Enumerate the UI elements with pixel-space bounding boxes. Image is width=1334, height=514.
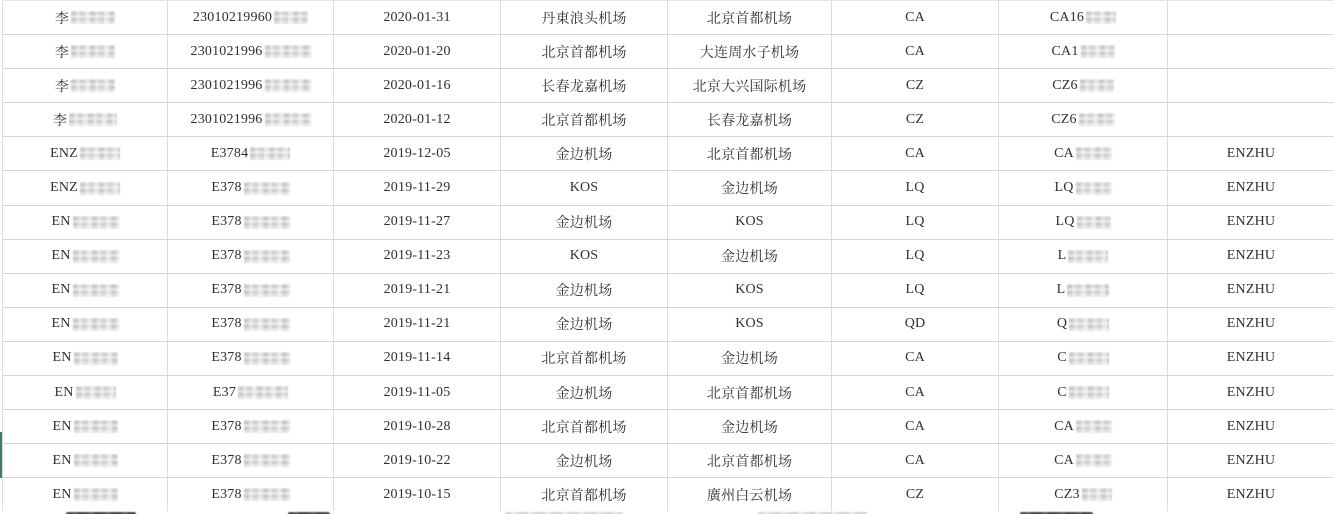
cell-flight-number[interactable]: [999, 478, 1168, 512]
table-row[interactable]: [3, 1, 1334, 35]
cell-text: LQ: [1054, 180, 1074, 196]
cell-tag[interactable]: [1168, 274, 1334, 308]
cell-text: L: [1057, 248, 1067, 264]
cell-text: CA: [1054, 145, 1074, 161]
cell-text: QD: [904, 316, 926, 332]
cell-tag[interactable]: [1168, 308, 1334, 342]
redacted-blur: [244, 488, 290, 501]
redacted-blur: [274, 11, 308, 24]
cell-text: CA: [905, 384, 925, 400]
redacted-blur: [73, 216, 119, 229]
cell-carrier-code[interactable]: [832, 103, 999, 137]
table-row[interactable]: [3, 342, 1334, 376]
cell-flight-date[interactable]: [334, 240, 501, 274]
cell-tag[interactable]: [1168, 444, 1334, 478]
cell-flight-number[interactable]: [999, 103, 1168, 137]
cell-text: KOS: [569, 180, 599, 196]
cell-flight-date[interactable]: [334, 342, 501, 376]
cell-flight-date[interactable]: [334, 444, 501, 478]
cell-carrier-code[interactable]: [832, 444, 999, 478]
cell-text: CZ3: [1054, 486, 1080, 502]
cell-depart-airport[interactable]: [501, 478, 668, 512]
cell-flight-number[interactable]: [999, 274, 1168, 308]
cell-text: 2019-10-22: [383, 452, 451, 468]
cell-depart-airport[interactable]: [501, 103, 668, 137]
cell-carrier-code[interactable]: [832, 171, 999, 205]
cell-text: EN: [52, 452, 72, 468]
cell-text: 北京首都机场: [541, 113, 627, 129]
cell-text: KOS: [735, 316, 764, 332]
redacted-blur: [1076, 147, 1112, 160]
cell-text: 2019-11-23: [383, 248, 451, 264]
cell-text: 北京首都机场: [541, 45, 627, 61]
cell-passenger-name[interactable]: [3, 1, 168, 35]
cell-text: 2019-11-14: [383, 350, 451, 366]
redacted-blur: [1079, 113, 1115, 126]
cell-flight-number[interactable]: [999, 308, 1168, 342]
redacted-blur: [244, 216, 290, 229]
cell-text: ENZHU: [1226, 180, 1276, 196]
cell-carrier-code[interactable]: [832, 137, 999, 171]
redacted-blur: [244, 420, 290, 433]
table-row[interactable]: [3, 69, 1334, 103]
cell-text: 2019-11-21: [383, 316, 451, 332]
cell-passenger-name[interactable]: [3, 103, 168, 137]
redacted-blur: [1076, 420, 1112, 433]
redacted-blur: [265, 45, 311, 58]
cell-flight-date[interactable]: [334, 206, 501, 240]
cell-text: ENZ: [50, 180, 78, 196]
cell-text: E378: [211, 180, 242, 196]
cell-flight-date[interactable]: [334, 1, 501, 35]
cell-flight-date[interactable]: [334, 103, 501, 137]
cell-text: 长春龙嘉机场: [541, 79, 627, 95]
cell-text: 2301021996: [190, 43, 263, 59]
redacted-blur: [1081, 45, 1115, 58]
cell-tag[interactable]: [1168, 171, 1334, 205]
cell-id-number[interactable]: [168, 137, 334, 171]
cell-depart-airport[interactable]: [501, 206, 668, 240]
cell-passenger-name[interactable]: [3, 171, 168, 205]
redacted-blur: [265, 79, 311, 92]
table-row[interactable]: [3, 171, 1334, 205]
cell-text: ENZHU: [1226, 452, 1276, 468]
cell-text: 2019-10-15: [383, 486, 451, 502]
cell-depart-airport[interactable]: [501, 35, 668, 69]
cell-text: E378: [211, 248, 242, 264]
cell-text: 金边机场: [555, 216, 613, 232]
cell-text: CA16: [1049, 9, 1085, 25]
cell-text: EN: [51, 214, 71, 230]
cell-flight-number[interactable]: [999, 240, 1168, 274]
cell-flight-date[interactable]: [334, 274, 501, 308]
cell-carrier-code[interactable]: [832, 206, 999, 240]
cell-text: E378: [211, 214, 242, 230]
cell-carrier-code[interactable]: [832, 308, 999, 342]
redacted-blur: [1067, 284, 1109, 297]
table-row[interactable]: [3, 376, 1334, 410]
cell-text: 大连周水子机场: [699, 45, 800, 61]
cell-text: 金边机场: [721, 352, 778, 368]
cell-text: 金边机场: [721, 420, 778, 436]
cell-text: 2301021996: [190, 111, 263, 127]
cell-flight-date[interactable]: [334, 137, 501, 171]
cell-text: LQ: [905, 214, 925, 230]
redacted-blur: [73, 250, 119, 263]
cell-text: EN: [51, 282, 71, 298]
cell-text: CA: [905, 9, 925, 25]
cell-flight-date[interactable]: [334, 35, 501, 69]
cell-tag[interactable]: [1168, 206, 1334, 240]
redacted-blur: [244, 454, 290, 467]
cell-tag[interactable]: [1168, 240, 1334, 274]
cell-tag[interactable]: [1168, 342, 1334, 376]
cell-depart-airport[interactable]: [501, 274, 668, 308]
cell-text: 23010219960: [192, 9, 273, 25]
cell-passenger-name[interactable]: [3, 206, 168, 240]
cell-id-number[interactable]: [168, 342, 334, 376]
redacted-blur: [1080, 79, 1114, 92]
redacted-blur: [74, 488, 118, 501]
cell-text: 廣州白云机场: [706, 488, 793, 504]
cell-tag[interactable]: [1168, 137, 1334, 171]
cell-text: ENZ: [50, 145, 78, 161]
cell-text: 金边机场: [721, 250, 778, 266]
flight-records-table: [2, 0, 1334, 512]
cell-text: 金边机场: [555, 147, 613, 163]
redacted-blur: [265, 113, 311, 126]
cell-id-number[interactable]: [168, 1, 334, 35]
cell-text: 丹東浪头机场: [541, 11, 627, 27]
cell-flight-date[interactable]: [334, 376, 501, 410]
cell-arrive-airport[interactable]: [668, 478, 832, 512]
cell-arrive-airport[interactable]: [668, 171, 832, 205]
cell-tag[interactable]: [1168, 478, 1334, 512]
cell-flight-number[interactable]: [999, 69, 1168, 103]
redacted-blur: [74, 454, 118, 467]
cell-flight-number[interactable]: [999, 35, 1168, 69]
cell-passenger-name[interactable]: [3, 240, 168, 274]
cell-text: EN: [52, 418, 72, 434]
cell-text: 2301021996: [190, 77, 263, 93]
redacted-blur: [71, 45, 115, 58]
cell-text: 金边机场: [555, 284, 613, 300]
cell-arrive-airport[interactable]: [668, 274, 832, 308]
cell-text: CA: [905, 350, 925, 366]
cell-flight-date[interactable]: [334, 410, 501, 444]
cell-arrive-airport[interactable]: [668, 206, 832, 240]
redacted-blur: [73, 284, 119, 297]
cell-tag[interactable]: [1168, 376, 1334, 410]
cell-text: 北京首都机场: [541, 488, 627, 504]
cell-tag[interactable]: [1168, 103, 1334, 137]
cell-text: 2020-01-20: [383, 43, 451, 59]
cell-text: LQ: [905, 282, 925, 298]
cell-text: 金边机场: [555, 318, 613, 334]
cell-carrier-code[interactable]: [832, 410, 999, 444]
cell-arrive-airport[interactable]: [668, 444, 832, 478]
cell-text: EN: [51, 316, 71, 332]
cell-text: ENZHU: [1226, 486, 1276, 502]
cell-text: 2020-01-16: [383, 77, 451, 93]
redacted-blur: [244, 352, 290, 365]
cell-arrive-airport[interactable]: [668, 103, 832, 137]
cell-depart-airport[interactable]: [501, 137, 668, 171]
cell-passenger-name[interactable]: [3, 308, 168, 342]
cell-text: 北京首都机场: [541, 420, 627, 436]
cell-arrive-airport[interactable]: [668, 308, 832, 342]
cell-text: 2019-11-27: [383, 214, 451, 230]
cell-text: 北京首都机场: [706, 11, 793, 27]
cell-text: 李: [54, 45, 70, 61]
cell-arrive-airport[interactable]: [668, 137, 832, 171]
cell-text: L: [1056, 282, 1066, 298]
redacted-blur: [1086, 11, 1116, 24]
cell-depart-airport[interactable]: [501, 69, 668, 103]
redacted-blur: [244, 250, 290, 263]
cell-text: E3784: [210, 145, 249, 161]
cell-text: 2019-12-05: [383, 145, 451, 161]
cell-id-number[interactable]: [168, 69, 334, 103]
cell-text: 2019-10-28: [383, 418, 451, 434]
redacted-blur: [76, 386, 116, 399]
redacted-blur: [1076, 182, 1112, 195]
table-row[interactable]: [3, 137, 1334, 171]
cell-text: 北京首都机场: [706, 147, 793, 163]
cell-text: 北京首都机场: [541, 352, 627, 368]
cell-text: EN: [51, 248, 71, 264]
cell-flight-number[interactable]: [999, 137, 1168, 171]
cell-text: 2020-01-12: [383, 111, 451, 127]
cell-text: 金边机场: [555, 454, 613, 470]
cell-id-number[interactable]: [168, 206, 334, 240]
cell-id-number[interactable]: [168, 478, 334, 512]
redacted-blur: [244, 284, 290, 297]
cell-text: 长春龙嘉机场: [706, 113, 793, 129]
table-row[interactable]: [3, 410, 1334, 444]
redacted-blur: [244, 182, 290, 195]
cell-passenger-name[interactable]: [3, 478, 168, 512]
cell-carrier-code[interactable]: [832, 342, 999, 376]
redacted-blur: [1069, 318, 1109, 331]
cell-passenger-name[interactable]: [3, 410, 168, 444]
cell-tag[interactable]: [1168, 69, 1334, 103]
cell-id-number[interactable]: [168, 308, 334, 342]
cell-text: Q: [1056, 316, 1068, 332]
redacted-blur: [1082, 488, 1112, 501]
cell-depart-airport[interactable]: [501, 410, 668, 444]
redacted-blur: [80, 147, 120, 160]
table-row[interactable]: [3, 206, 1334, 240]
cell-text: ENZHU: [1226, 384, 1276, 400]
redacted-blur: [1069, 352, 1109, 365]
cell-text: 李: [52, 113, 68, 129]
cell-text: 北京首都机场: [706, 386, 793, 402]
cell-text: ENZHU: [1226, 145, 1276, 161]
cell-id-number[interactable]: [168, 376, 334, 410]
cell-text: CA: [905, 145, 925, 161]
cell-flight-number[interactable]: [999, 342, 1168, 376]
cell-tag[interactable]: [1168, 1, 1334, 35]
cell-text: 金边机场: [721, 182, 778, 198]
table-row[interactable]: [3, 308, 1334, 342]
cell-passenger-name[interactable]: [3, 376, 168, 410]
cell-text: ENZHU: [1226, 350, 1276, 366]
cell-flight-number[interactable]: [999, 376, 1168, 410]
cell-text: CZ: [905, 486, 925, 502]
cell-text: 李: [54, 79, 70, 95]
cell-id-number[interactable]: [168, 444, 334, 478]
cell-text: EN: [54, 384, 74, 400]
cell-passenger-name[interactable]: [3, 342, 168, 376]
table-row[interactable]: [3, 240, 1334, 274]
redacted-blur: [74, 420, 118, 433]
cell-flight-date[interactable]: [334, 171, 501, 205]
cell-text: LQ: [905, 180, 925, 196]
cell-text: ENZHU: [1226, 214, 1276, 230]
cell-text: E37: [212, 384, 237, 400]
cell-text: KOS: [735, 282, 764, 298]
cell-carrier-code[interactable]: [832, 240, 999, 274]
cell-arrive-airport[interactable]: [668, 1, 832, 35]
cell-text: E378: [211, 418, 242, 434]
cell-text: CA: [905, 418, 925, 434]
cell-text: LQ: [905, 248, 925, 264]
cell-text: KOS: [735, 214, 764, 230]
cell-flight-number[interactable]: [999, 171, 1168, 205]
cell-id-number[interactable]: [168, 240, 334, 274]
cell-text: CA1: [1051, 43, 1079, 59]
cell-flight-number[interactable]: [999, 206, 1168, 240]
cell-text: ENZHU: [1226, 248, 1276, 264]
cell-text: LQ: [1055, 214, 1075, 230]
cell-carrier-code[interactable]: [832, 376, 999, 410]
cell-flight-date[interactable]: [334, 69, 501, 103]
table-row[interactable]: [3, 103, 1334, 137]
cell-carrier-code[interactable]: [832, 274, 999, 308]
cell-text: CZ: [905, 111, 925, 127]
cell-carrier-code[interactable]: [832, 1, 999, 35]
cell-carrier-code[interactable]: [832, 478, 999, 512]
cell-flight-date[interactable]: [334, 478, 501, 512]
cell-depart-airport[interactable]: [501, 1, 668, 35]
cell-flight-date[interactable]: [334, 308, 501, 342]
cell-text: E378: [211, 350, 242, 366]
redacted-blur: [1077, 216, 1111, 229]
cell-text: CA: [1054, 418, 1074, 434]
cell-text: 2020-01-31: [383, 9, 451, 25]
redacted-blur: [1076, 454, 1112, 467]
cell-text: ENZHU: [1226, 418, 1276, 434]
cell-flight-number[interactable]: [999, 410, 1168, 444]
cell-text: ENZHU: [1226, 282, 1276, 298]
cell-text: CZ6: [1051, 111, 1077, 127]
cell-id-number[interactable]: [168, 35, 334, 69]
cell-text: CA: [1054, 452, 1074, 468]
cell-flight-number[interactable]: [999, 444, 1168, 478]
redacted-blur: [238, 386, 288, 399]
table-row[interactable]: [3, 35, 1334, 69]
cell-text: CZ: [905, 77, 925, 93]
cell-depart-airport[interactable]: [501, 376, 668, 410]
redacted-blur: [73, 318, 119, 331]
cell-text: 李: [54, 11, 70, 27]
table-row[interactable]: [3, 274, 1334, 308]
cell-arrive-airport[interactable]: [668, 410, 832, 444]
cell-text: 北京首都机场: [706, 454, 793, 470]
cell-arrive-airport[interactable]: [668, 376, 832, 410]
cell-text: E378: [211, 316, 242, 332]
table-row[interactable]: [3, 444, 1334, 478]
cell-arrive-airport[interactable]: [668, 342, 832, 376]
cell-text: KOS: [569, 248, 599, 264]
redacted-blur: [250, 147, 290, 160]
cell-passenger-name[interactable]: [3, 444, 168, 478]
redacted-blur: [74, 352, 118, 365]
cell-text: 金边机场: [555, 386, 613, 402]
cell-text: E378: [211, 282, 242, 298]
cell-depart-airport[interactable]: [501, 240, 668, 274]
cell-depart-airport[interactable]: [501, 171, 668, 205]
cell-passenger-name[interactable]: [3, 69, 168, 103]
cell-text: C: [1057, 384, 1067, 400]
cell-id-number[interactable]: [168, 103, 334, 137]
cell-passenger-name[interactable]: [3, 137, 168, 171]
cell-text: E378: [211, 452, 242, 468]
redacted-blur: [1068, 250, 1108, 263]
cell-text: CA: [905, 452, 925, 468]
redacted-blur: [71, 79, 115, 92]
cell-depart-airport[interactable]: [501, 342, 668, 376]
redacted-blur: [69, 113, 117, 126]
cell-text: 2019-11-21: [383, 282, 451, 298]
cell-tag[interactable]: [1168, 35, 1334, 69]
cell-tag[interactable]: [1168, 410, 1334, 444]
cell-text: C: [1057, 350, 1067, 366]
cell-depart-airport[interactable]: [501, 444, 668, 478]
cell-flight-number[interactable]: [999, 1, 1168, 35]
cell-passenger-name[interactable]: [3, 35, 168, 69]
cell-id-number[interactable]: [168, 410, 334, 444]
table-row[interactable]: [3, 478, 1334, 512]
cell-text: E378: [211, 486, 242, 502]
cell-id-number[interactable]: [168, 274, 334, 308]
cell-text: EN: [52, 486, 72, 502]
cell-arrive-airport[interactable]: [668, 35, 832, 69]
cell-text: CZ6: [1052, 77, 1078, 93]
cell-text: 2019-11-05: [383, 384, 451, 400]
cell-text: 2019-11-29: [383, 180, 451, 196]
cell-depart-airport[interactable]: [501, 308, 668, 342]
cell-text: EN: [52, 350, 72, 366]
redacted-blur: [1069, 386, 1109, 399]
cell-arrive-airport[interactable]: [668, 69, 832, 103]
redacted-blur: [244, 318, 290, 331]
cell-text: CA: [905, 43, 925, 59]
cell-carrier-code[interactable]: [832, 69, 999, 103]
cell-id-number[interactable]: [168, 171, 334, 205]
redacted-blur: [71, 11, 115, 24]
cell-text: 北京大兴国际机场: [692, 79, 807, 95]
cell-text: ENZHU: [1226, 316, 1276, 332]
cell-passenger-name[interactable]: [3, 274, 168, 308]
redacted-blur: [80, 182, 120, 195]
cell-carrier-code[interactable]: [832, 35, 999, 69]
cell-arrive-airport[interactable]: [668, 240, 832, 274]
